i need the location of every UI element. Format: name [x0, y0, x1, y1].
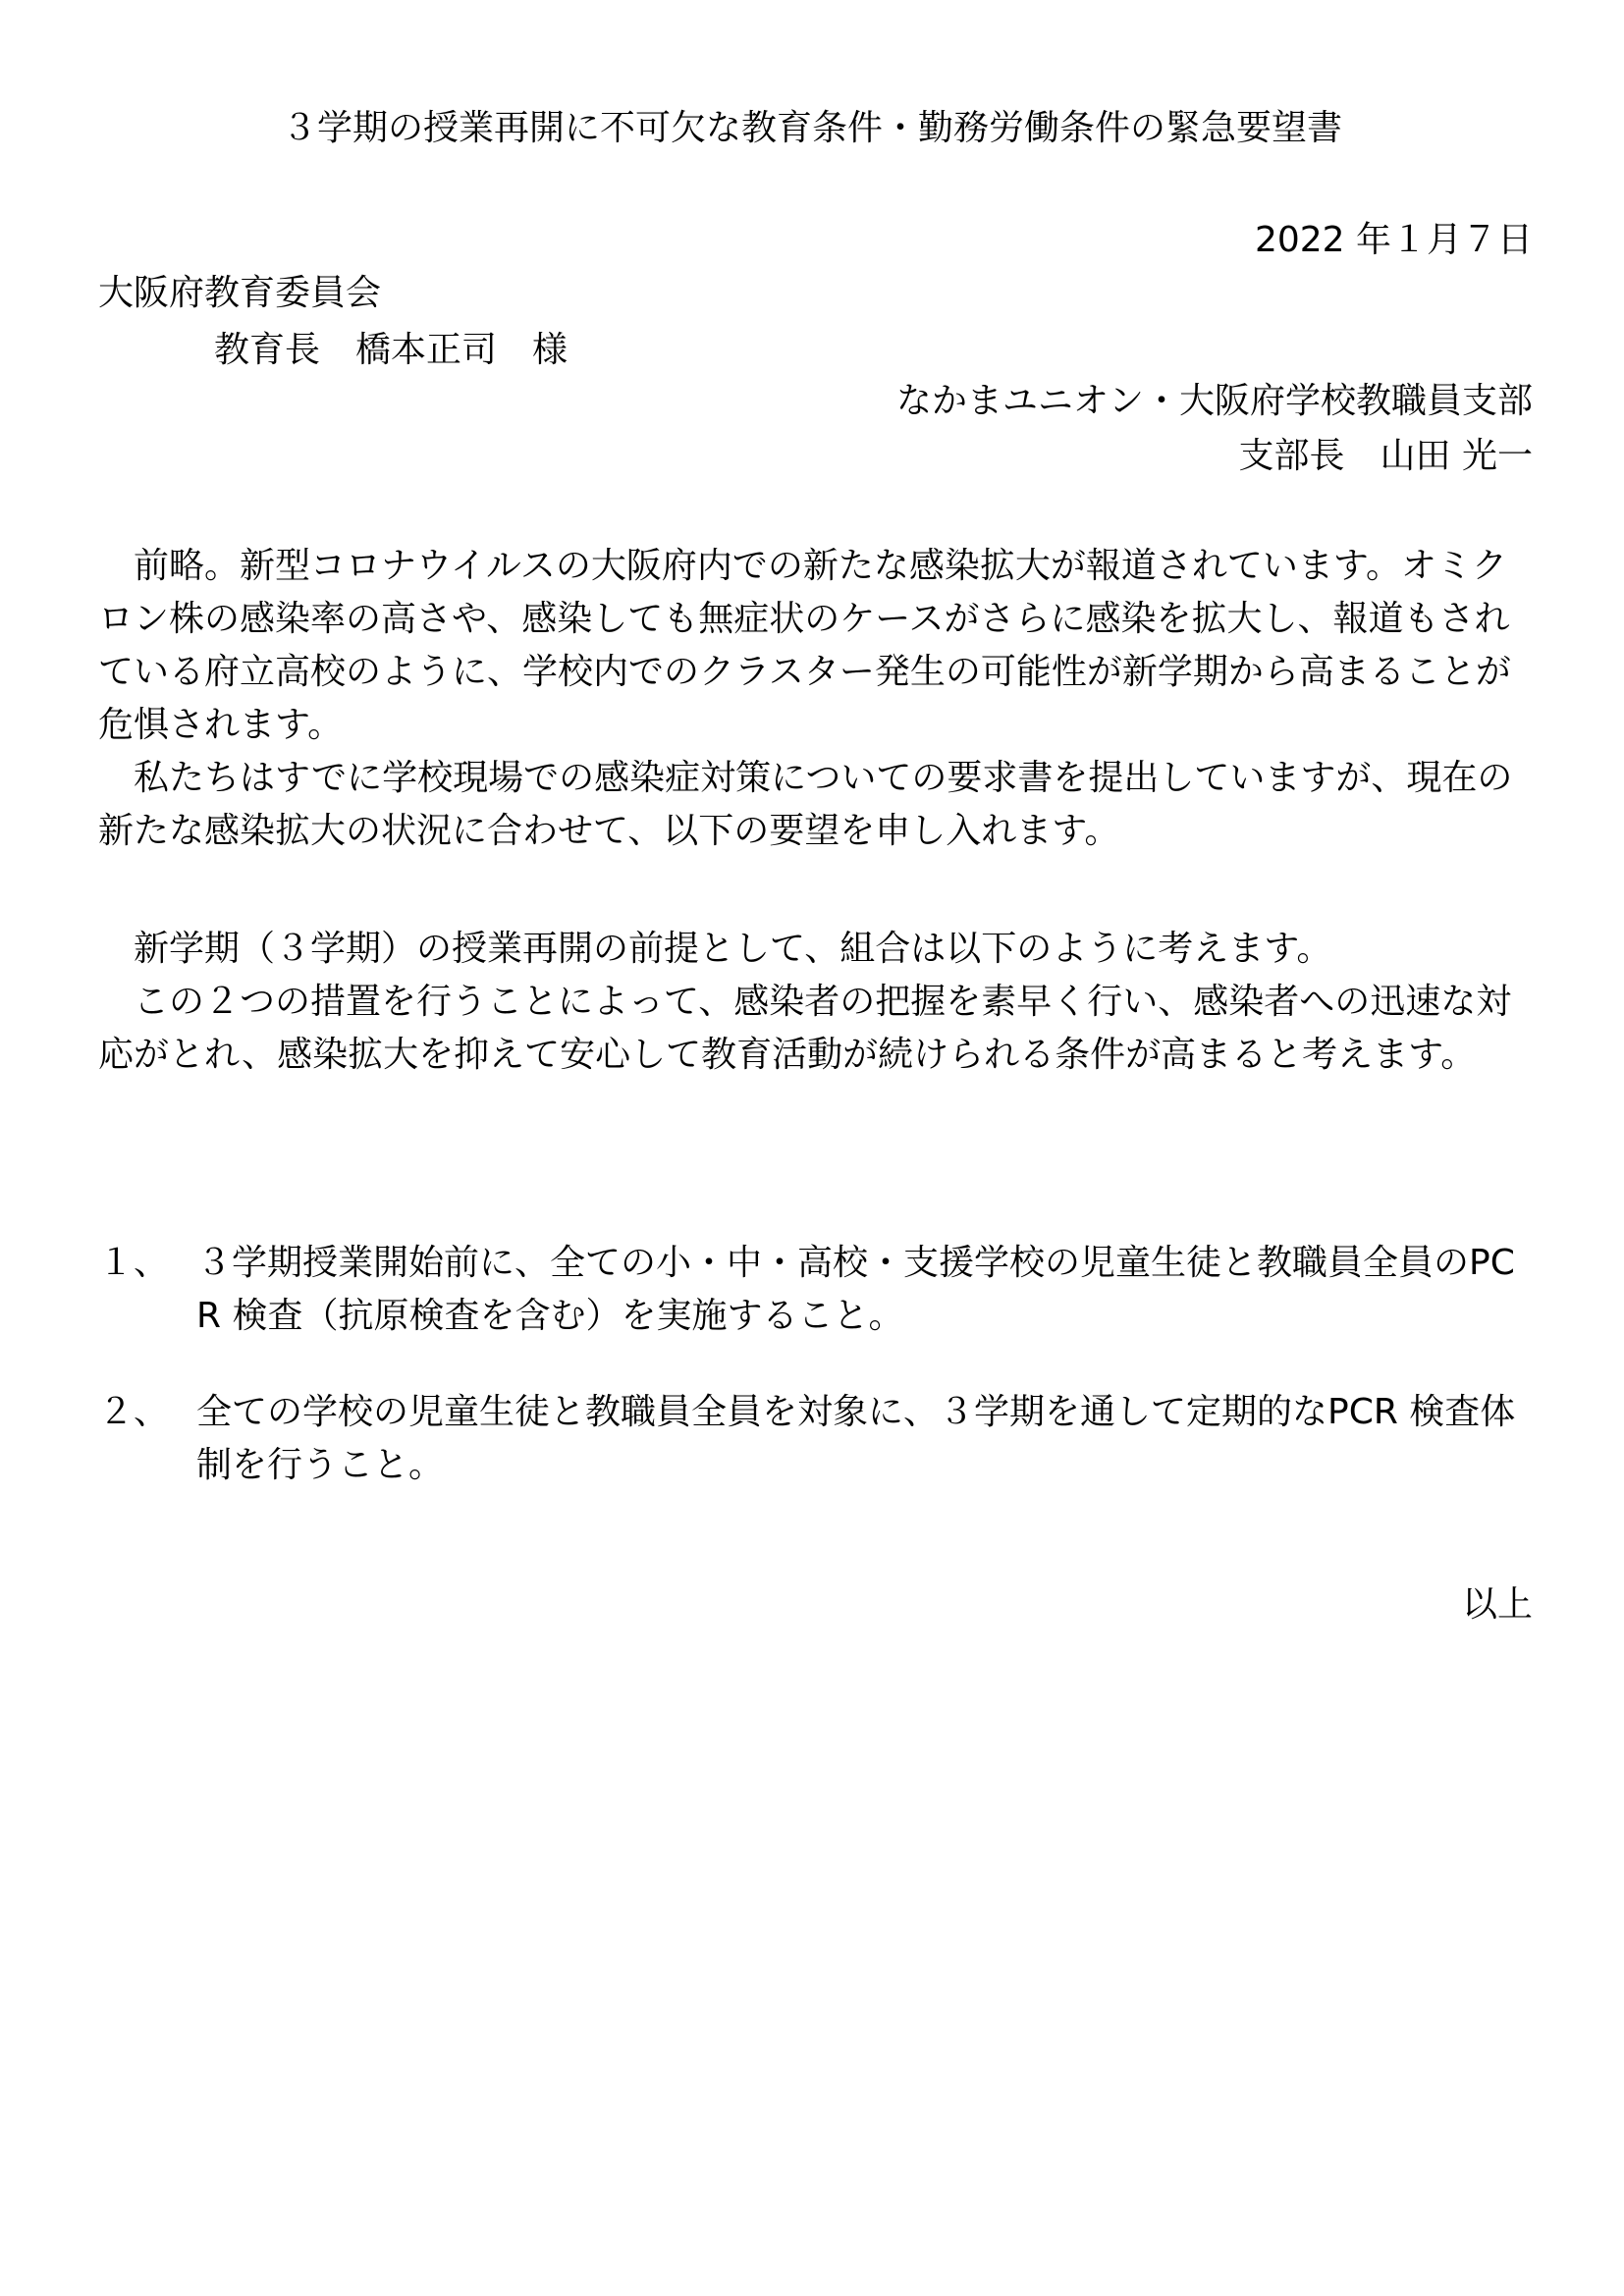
request-number: １、: [98, 1243, 170, 1283]
closing-text: 以上: [1461, 1584, 1533, 1625]
sender-person: 支部長 山田 光一: [1238, 436, 1533, 476]
request-item: [98, 1386, 1534, 1492]
sender-org: なかまユニオン・大阪府学校教職員支部: [895, 381, 1533, 421]
recipient-person: 教育長 橋本正司 様: [214, 330, 568, 370]
request-number: ２、: [98, 1392, 170, 1432]
body-section-1: [98, 540, 1534, 858]
body-section-2: [98, 923, 1534, 1082]
document-title: ３学期の授業再開に不可欠な教育条件・勤務労働条件の緊急要望書: [281, 108, 1342, 148]
request-text: 全ての学校の児童生徒と教職員全員を対象に、３学期を通して定期的なPCR 検査体制を行うこと。: [196, 1392, 1516, 1485]
document-date: 2022 年１月７日: [1254, 220, 1533, 260]
request-item: [98, 1237, 1534, 1343]
body-paragraph: 前略。新型コロナウイルスの大阪府内での新たな感染拡大が報道されています。オミクロン株の感染率の高さや、感染しても無症状のケースがさらに感染を拡大し、報道もされている府立高校のように、学校内でのクラスター発生の可能性が新学期から高まることが危惧されます。: [98, 546, 1511, 745]
body-paragraph: この２つの措置を行うことによって、感染者の把握を素早く行い、感染者への迅速な対応がとれ、感染拡大を抑えて安心して教育活動が続けられる条件が高まると考えます。: [98, 982, 1512, 1075]
request-text: ３学期授業開始前に、全ての小・中・高校・支援学校の児童生徒と教職員全員のPCR 検査（抗原検査を含む）を実施すること。: [196, 1243, 1515, 1336]
body-paragraph: 新学期（３学期）の授業再開の前提として、組合は以下のように考えます。: [134, 929, 1332, 969]
recipient-org: 大阪府教育委員会: [98, 273, 382, 313]
body-paragraph: 私たちはすでに学校現場での感染症対策についての要求書を提出していますが、現在の新たな感染拡大の状況に合わせて、以下の要望を申し入れます。: [98, 758, 1513, 851]
